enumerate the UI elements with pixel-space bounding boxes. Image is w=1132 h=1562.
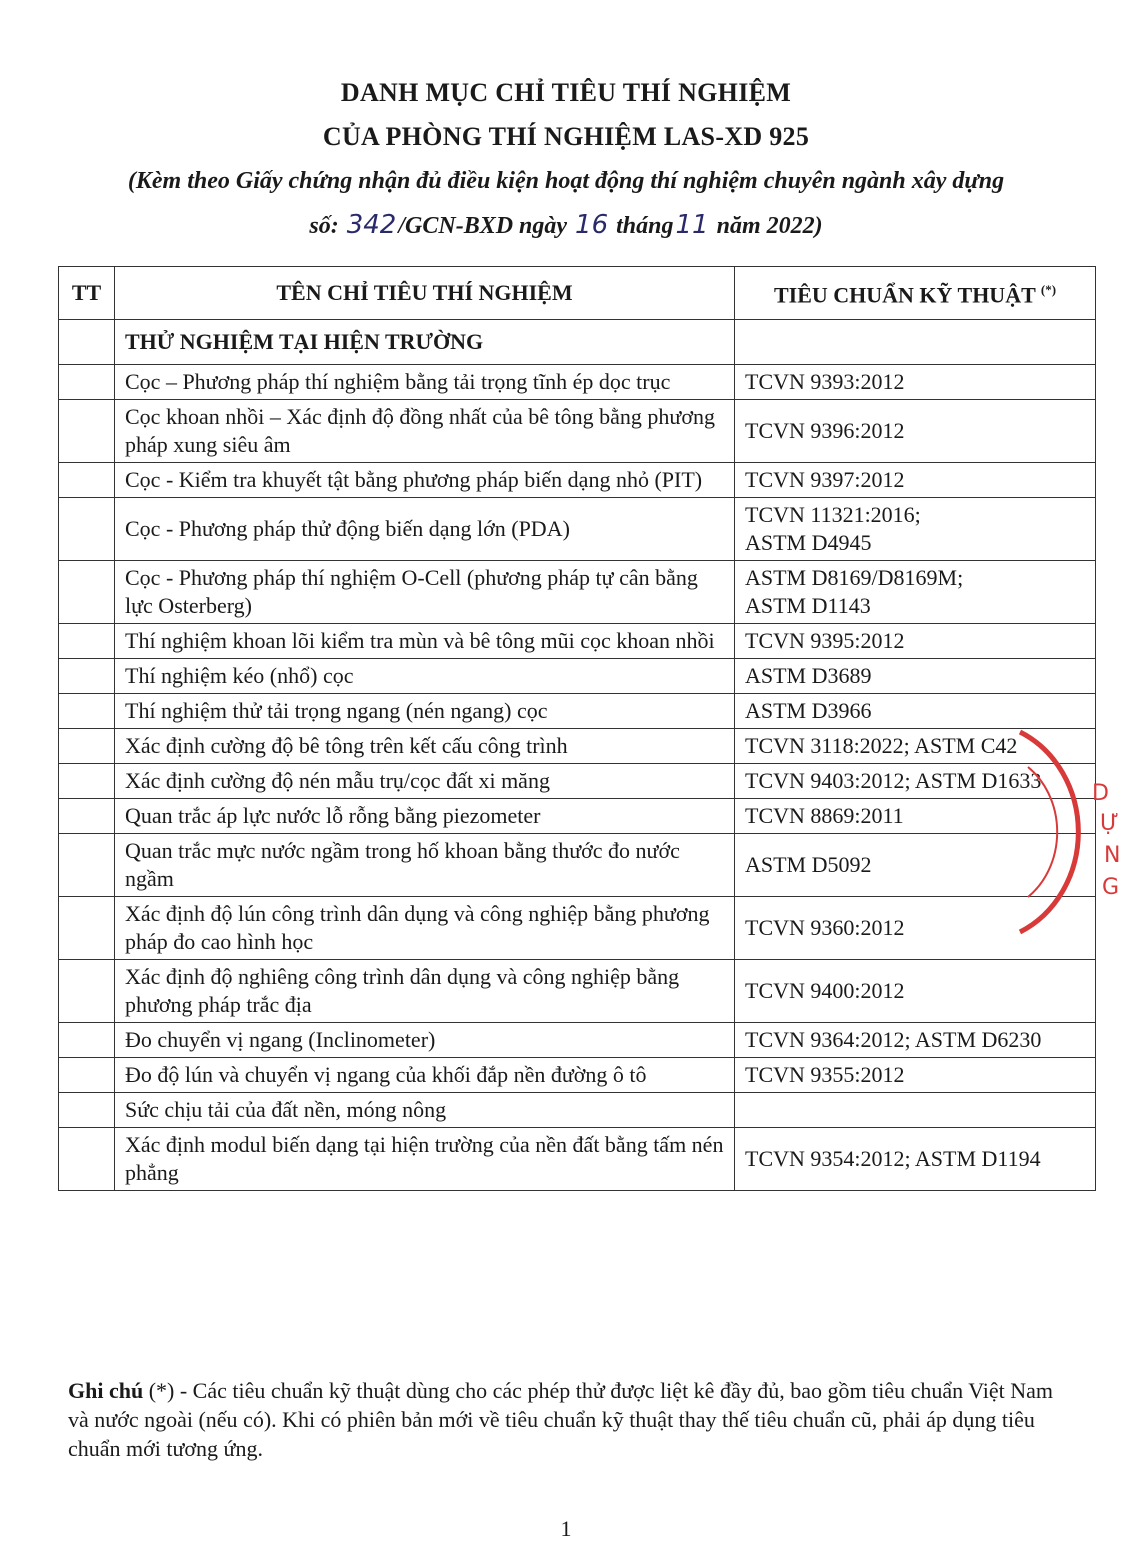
row-tt-cell: [59, 463, 115, 498]
document-title-line-2: CỦA PHÒNG THÍ NGHIỆM LAS-XD 925: [322, 122, 810, 151]
header-standard-label: TIÊU CHUẨN KỸ THUẬT: [773, 282, 1036, 308]
row-test-name: Xác định độ nghiêng công trình dân dụng và công nghiệp bằng phương pháp trắc địa: [115, 960, 735, 1023]
row-tt-cell: [59, 400, 115, 463]
table-row: [59, 463, 1096, 498]
row-standard-cell: [735, 764, 1096, 799]
row-standard: TCVN 8869:2011: [745, 803, 904, 828]
row-standard-cell: [735, 834, 1096, 897]
table-row: [59, 498, 1096, 561]
section-tt-cell: [59, 320, 115, 365]
row-standard: ASTM D8169/D8169M;: [745, 565, 964, 590]
row-test-name: Xác định cường độ bê tông trên kết cấu công trình: [115, 729, 735, 764]
table-row: [59, 659, 1096, 694]
row-standard: TCVN 9364:2012; ASTM D6230: [745, 1027, 1042, 1052]
row-standard-cell: [735, 729, 1096, 764]
row-test-name: Cọc - Kiểm tra khuyết tật bằng phương pháp biến dạng nhỏ (PIT): [115, 463, 735, 498]
subtitle-end: năm 2022): [716, 213, 823, 239]
row-standard-cell: [735, 400, 1096, 463]
header-standard: [735, 267, 1096, 320]
stamp-letter-g: G: [1102, 875, 1120, 900]
row-standard-cell: [735, 659, 1096, 694]
footnote-text: (*) - Các tiêu chuẩn kỹ thuật dùng cho các phép thử được liệt kê đầy đủ, bao gồm tiêu chuẩn Việt Nam và nước ngoài (nếu có). Khi có phiên bản mới về tiêu chuẩn kỹ thuật thay thế tiêu chuẩn cũ, phải áp dụng tiêu chuẩn mới tương ứng.: [68, 1378, 1054, 1461]
row-standard-cell: [735, 694, 1096, 729]
table-header-row: [59, 267, 1096, 320]
row-standard: ASTM D5092: [745, 852, 872, 877]
row-standard-cell: [735, 561, 1096, 624]
stamp-letter-u: Ự: [1100, 811, 1119, 836]
header-standard-mark: (*): [1040, 282, 1057, 298]
stamp-letter-d: D: [1092, 781, 1109, 806]
table-row: [59, 1093, 1096, 1128]
row-tt-cell: [59, 764, 115, 799]
table-row: [59, 729, 1096, 764]
row-standard: TCVN 9403:2012; ASTM D1633: [745, 768, 1042, 793]
row-standard-cell: [735, 1128, 1096, 1191]
table-row: [59, 1058, 1096, 1093]
row-test-name: Quan trắc áp lực nước lỗ rỗng bằng piezometer: [115, 799, 735, 834]
row-tt-cell: [59, 897, 115, 960]
handwritten-month: 11: [675, 210, 709, 240]
row-tt-cell: [59, 659, 115, 694]
row-tt-cell: [59, 729, 115, 764]
row-tt-cell: [59, 1058, 115, 1093]
stamp-letter-n: N: [1104, 843, 1121, 868]
row-tt-cell: [59, 561, 115, 624]
row-tt-cell: [59, 365, 115, 400]
row-tt-cell: [59, 1093, 115, 1128]
row-standard: TCVN 3118:2022; ASTM C42: [745, 733, 1018, 758]
row-test-name: Cọc khoan nhồi – Xác định độ đồng nhất của bê tông bằng phương pháp xung siêu âm: [115, 400, 735, 463]
row-test-name: Đo độ lún và chuyển vị ngang của khối đắp nền đường ô tô: [115, 1058, 735, 1093]
row-standard-2: ASTM D4945: [745, 530, 872, 555]
handwritten-certificate-number: 342: [346, 210, 397, 240]
row-test-name: Đo chuyển vị ngang (Inclinometer): [115, 1023, 735, 1058]
row-tt-cell: [59, 799, 115, 834]
subtitle-so: số:: [309, 213, 339, 239]
row-tt-cell: [59, 624, 115, 659]
row-test-name: Cọc – Phương pháp thí nghiệm bằng tải trọng tĩnh ép dọc trục: [115, 365, 735, 400]
table-row: [59, 799, 1096, 834]
section-standard-cell: [735, 320, 1096, 365]
row-standard-cell: [735, 960, 1096, 1023]
row-standard: ASTM D3966: [745, 698, 872, 723]
row-standard-cell: [735, 463, 1096, 498]
row-standard-cell: [735, 624, 1096, 659]
subtitle-mid: /GCN-BXD ngày: [398, 213, 568, 239]
footnote: [68, 1376, 1078, 1463]
table-row: [59, 561, 1096, 624]
row-test-name: Cọc - Phương pháp thử động biến dạng lớn (PDA): [115, 498, 735, 561]
row-tt-cell: [59, 1128, 115, 1191]
footnote-label: Ghi chú: [68, 1378, 144, 1403]
header-name: TÊN CHỈ TIÊU THÍ NGHIỆM: [115, 267, 735, 320]
row-tt-cell: [59, 498, 115, 561]
row-standard: TCVN 9397:2012: [745, 467, 905, 492]
table-row: [59, 897, 1096, 960]
row-standard: TCVN 11321:2016;: [745, 502, 921, 527]
section-title: THỬ NGHIỆM TẠI HIỆN TRƯỜNG: [115, 320, 735, 365]
table-row: [59, 694, 1096, 729]
row-standard-cell: [735, 365, 1096, 400]
row-standard: TCVN 9354:2012; ASTM D1194: [745, 1146, 1041, 1171]
row-tt-cell: [59, 1023, 115, 1058]
row-standard-cell: [735, 1023, 1096, 1058]
row-standard-cell: [735, 1058, 1096, 1093]
row-standard: TCVN 9395:2012: [745, 628, 905, 653]
row-test-name: Sức chịu tải của đất nền, móng nông: [115, 1093, 735, 1128]
row-tt-cell: [59, 834, 115, 897]
row-standard: ASTM D3689: [745, 663, 872, 688]
row-tt-cell: [59, 694, 115, 729]
row-test-name: Xác định độ lún công trình dân dụng và công nghiệp bằng phương pháp đo cao hình học: [115, 897, 735, 960]
row-test-name: Xác định cường độ nén mẫu trụ/cọc đất xi măng: [115, 764, 735, 799]
document-subtitle-line-1: (Kèm theo Giấy chứng nhận đủ điều kiện hoạt động thí nghiệm chuyên ngành xây dựng: [127, 168, 1005, 194]
document-subtitle-line-2: [0, 210, 1132, 240]
row-standard-cell: [735, 498, 1096, 561]
document-title-line-1: DANH MỤC CHỈ TIÊU THÍ NGHIỆM: [340, 78, 792, 107]
row-tt-cell: [59, 960, 115, 1023]
table-row: [59, 834, 1096, 897]
table-row: [59, 400, 1096, 463]
row-standard: TCVN 9396:2012: [745, 418, 905, 443]
table-row: [59, 1023, 1096, 1058]
row-test-name: Thí nghiệm thử tải trọng ngang (nén ngang) cọc: [115, 694, 735, 729]
table-row: [59, 1128, 1096, 1191]
row-test-name: Cọc - Phương pháp thí nghiệm O-Cell (phương pháp tự cân bằng lực Osterberg): [115, 561, 735, 624]
subtitle-month-label: tháng: [616, 213, 674, 239]
page-number: 1: [560, 1516, 572, 1541]
row-test-name: Thí nghiệm kéo (nhổ) cọc: [115, 659, 735, 694]
row-standard-cell: [735, 897, 1096, 960]
handwritten-day: 16: [575, 210, 609, 240]
row-standard: TCVN 9400:2012: [745, 978, 905, 1003]
row-standard: TCVN 9355:2012: [745, 1062, 905, 1087]
row-standard: TCVN 9360:2012: [745, 915, 905, 940]
table-row: [59, 624, 1096, 659]
row-standard: TCVN 9393:2012: [745, 369, 905, 394]
row-test-name: Xác định modul biến dạng tại hiện trường của nền đất bằng tấm nén phẳng: [115, 1128, 735, 1191]
row-standard-2: ASTM D1143: [745, 593, 871, 618]
table-row: [59, 764, 1096, 799]
row-standard-cell: [735, 799, 1096, 834]
table-row: [59, 365, 1096, 400]
test-criteria-table: [58, 266, 1096, 1191]
row-test-name: Thí nghiệm khoan lõi kiểm tra mùn và bê tông mũi cọc khoan nhồi: [115, 624, 735, 659]
section-row: [59, 320, 1096, 365]
row-test-name: Quan trắc mực nước ngầm trong hố khoan bằng thước đo nước ngầm: [115, 834, 735, 897]
row-standard-cell: [735, 1093, 1096, 1128]
header-tt: TT: [59, 267, 115, 320]
table-row: [59, 960, 1096, 1023]
